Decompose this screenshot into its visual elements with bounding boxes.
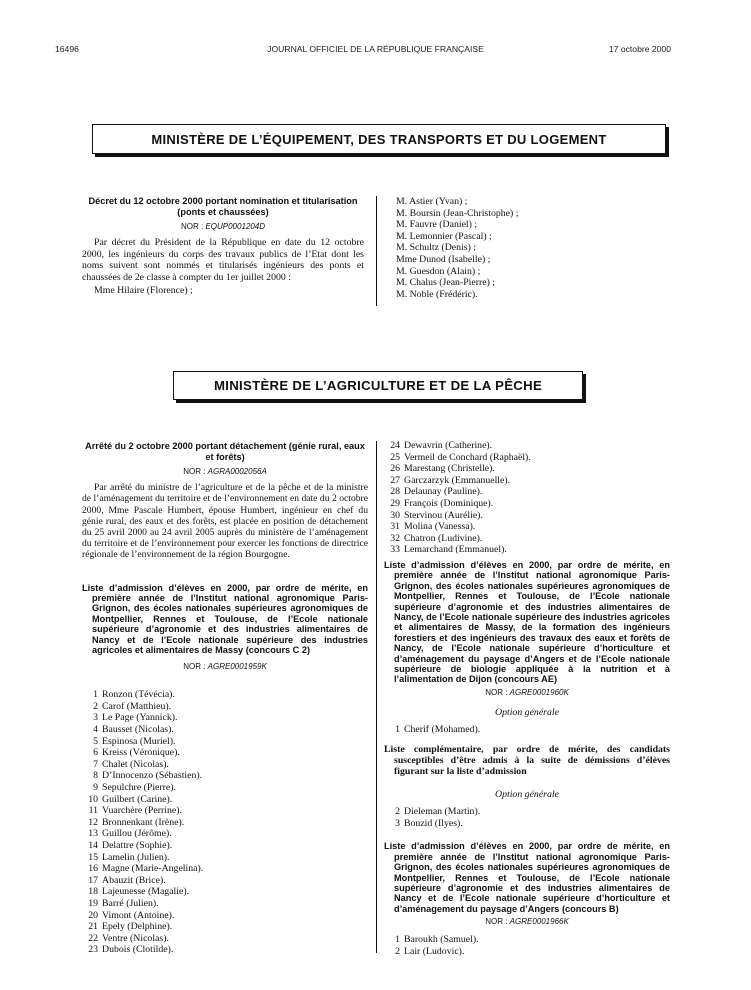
list-item: M. Guesdon (Alain) ; [396, 265, 481, 277]
list-item: 1 Ronzon (Tévécia). [93, 689, 175, 701]
liste-complementaire-title: Liste complémentaire, par ordre de mérite, des candidats susceptibles d’être admis à la suite de démissions d’élèves figurant sur la liste d’admission [384, 744, 670, 778]
liste-b-title: Liste d’admission d’élèves en 2000, par ordre de mérite, en première année de l’Institut national agronomique Paris-Grignon, des écoles nationales supérieures agronomiques de Montpellier, Rennes et Toulouse, de l’Ecole nationale supérieure d’agronomie et des industries alimentaires de Nancy et de l’Ecole nationale supérieure d’horticulture et d’aménagement du paysage d’Angers (concours B) [384, 841, 670, 914]
column-divider-bottom [376, 441, 377, 953]
liste-b-entries [384, 934, 670, 957]
ministry-agriculture-title: MINISTÈRE DE L’AGRICULTURE ET DE LA PÊCHE [213, 378, 543, 393]
list-item: 1 Baroukh (Samuel). [395, 934, 479, 946]
liste-ae-nor: NOR : AGRE0001960K [485, 687, 569, 697]
column-divider-top [376, 196, 377, 306]
ministry-equipement-title: MINISTÈRE DE L’ÉQUIPEMENT, DES TRANSPORTS ET DU LOGEMENT [151, 131, 607, 147]
list-item: 1 Cherif (Mohamed). [395, 723, 481, 735]
arrete-title: Arrêté du 2 octobre 2000 portant détachement (génie rural, eaux et forêts) [85, 441, 365, 462]
ministry-agriculture-banner [173, 371, 583, 400]
list-item: 15 Lamelin (Julien). [88, 851, 170, 863]
liste-complementaire-option: Option générale [495, 789, 559, 801]
list-item: 25 Vermeil de Conchard (Raphaël). [390, 451, 531, 463]
list-item: 6 Kreiss (Véronique). [93, 747, 180, 759]
list-item: 11 Vuarchère (Perrine). [88, 805, 182, 817]
liste-c2-entries-continued [384, 440, 670, 556]
list-item: 4 Bausset (Nicolas). [93, 724, 174, 736]
list-item: M. Lemonnier (Pascal) ; [396, 230, 492, 242]
arrete-nor: NOR : AGRA0002056A [183, 467, 267, 477]
ministry-equipement-banner [92, 124, 666, 154]
list-item: 29 François (Dominique). [390, 497, 494, 509]
list-item: M. Schultz (Denis) ; [396, 242, 476, 254]
page-number: 16496 [55, 44, 79, 54]
list-item: 2 Lair (Ludovic). [395, 945, 465, 957]
list-item: 23 Dubois (Clotilde). [88, 944, 174, 956]
list-item: 32 Chatron (Ludivine). [390, 532, 483, 544]
decret-names-list [396, 196, 696, 300]
list-item: 12 Bronnenkant (Irène). [88, 816, 185, 828]
decret-first-name: Mme Hilaire (Florence) ; [94, 285, 193, 297]
list-item: 3 Le Page (Yannick). [93, 712, 178, 724]
list-item: 3 Bouzid (Ilyes). [395, 817, 463, 829]
list-item: 7 Chalet (Nicolas). [93, 758, 169, 770]
list-item: Mme Dunod (Isabelle) ; [396, 253, 491, 265]
list-item: 19 Barré (Julien). [88, 897, 159, 909]
list-item: 16 Magne (Marie-Angelina). [88, 863, 204, 875]
list-item: 24 Dewavrin (Catherine). [390, 440, 493, 451]
list-item: 33 Lemarchand (Emmanuel). [390, 544, 507, 556]
list-item: 22 Ventre (Nicolas). [88, 932, 169, 944]
list-item: 2 Carof (Matthieu). [93, 700, 172, 712]
list-item: M. Chalus (Jean-Pierre) ; [396, 277, 496, 289]
list-item: 9 Sepulchre (Pierre). [93, 782, 176, 794]
list-item: 2 Dieleman (Martin). [395, 806, 481, 818]
list-item: 28 Delaunay (Pauline). [390, 486, 483, 498]
list-item: 13 Guillou (Jérôme). [88, 828, 172, 840]
arrete-body: Par arrêté du ministre de l’agriculture et de la pêche et de la ministre de l’aménagement du territoire et de l’environnement en date du 2 octobre 2000, Mme Pascale Humbert, épouse Humbert, ingénieur en chef du génie rural, des eaux et des forêts, est placée en position de détachement du 25 avril 2000 au 24 avril 2005 auprès du ministère de l’aménagement du territoire et de l’environnement pour exercer les fonctions de directrice régionale de l’environnement de la région Bourgogne. [82, 482, 368, 561]
list-item: 21 Epely (Delphine). [88, 921, 173, 933]
list-item: M. Noble (Frédéric). [396, 288, 478, 300]
journal-title: JOURNAL OFFICIEL DE LA RÉPUBLIQUE FRANÇAISE [267, 44, 484, 54]
right-column [384, 440, 670, 957]
issue-date: 17 octobre 2000 [608, 44, 671, 54]
list-item: 5 Espinosa (Muriel). [93, 735, 176, 747]
list-item: 17 Abauzit (Brice). [88, 874, 166, 886]
decret-body: Par décret du Président de la République en date du 12 octobre 2000, les ingénieurs du corps des travaux publics de l’Etat dont les noms suivent sont nommés et titularisés ingénieurs des ponts et chaussées de 2e classe à compter du 1er juillet 2000 : [82, 237, 364, 283]
list-item: M. Astier (Yvan) ; [396, 196, 468, 207]
list-item: 8 D’Innocenzo (Sébastien). [93, 770, 203, 782]
list-item: 26 Marestang (Christelle). [390, 463, 495, 475]
list-item: 30 Stervinou (Aurélie). [390, 509, 483, 521]
list-item: 20 Vimont (Antoine). [88, 909, 175, 921]
liste-ae-entries [384, 724, 670, 736]
list-item: M. Fauvre (Daniel) ; [396, 219, 478, 231]
list-item: 31 Molina (Vanessa). [390, 521, 476, 533]
decret-section [82, 196, 364, 297]
list-item: 18 Lajeunesse (Magalie). [88, 886, 190, 898]
liste-ae-option: Option générale [495, 706, 559, 718]
liste-ae-title: Liste d’admission d’élèves en 2000, par ordre de mérite, en première année de l’Institut national agronomique Paris-Grignon, des écoles nationales supérieures agronomiques de Montpellier, Rennes et Toulouse, de l’Ecole nationale supérieure d’agronomie et des industries alimentaires de Nancy, de l’Ecole nationale supérieure des industries agricoles et alimentaires de Massy, de la formation des ingénieurs forestiers et des ingénieurs des travaux des eaux et forêts de Nancy, de l’Ecole nationale supérieure d’horticulture et d’aménagement du paysage d’Angers et de l’Ecole nationale supérieure de biologie appliquée à la nutrition et à l’alimentation de Dijon (concours AE) [384, 559, 670, 685]
decret-title: Décret du 12 octobre 2000 portant nomination et titularisation (ponts et chaussées) [88, 196, 358, 217]
liste-c2-entries [82, 689, 368, 956]
left-column [82, 441, 368, 956]
list-item: 10 Guilbert (Carine). [88, 793, 173, 805]
list-item: M. Boursin (Jean-Christophe) ; [396, 207, 519, 219]
liste-c2-nor: NOR : AGRE0001959K [183, 662, 267, 672]
liste-c2-title: Liste d’admission d’élèves en 2000, par ordre de mérite, en première année de l’Institut national agronomique Paris-Grignon, des écoles nationales supérieures agronomiques de Montpellier, Rennes et Toulouse, de l’Ecole nationale supérieure d’agronomie et des industries alimentaires de Nancy et de l’Ecole nationale supérieure des industries agricoles et alimentaires de Massy (concours C 2) [82, 582, 368, 655]
liste-complementaire-entries [384, 806, 670, 829]
list-item: 14 Delattre (Sophie). [88, 839, 173, 851]
decret-nor: NOR : EQUP0001204D [180, 222, 266, 232]
liste-b-nor: NOR : AGRE0001966K [485, 917, 569, 927]
list-item: 27 Garczarzyk (Emmanuelle). [390, 474, 511, 486]
